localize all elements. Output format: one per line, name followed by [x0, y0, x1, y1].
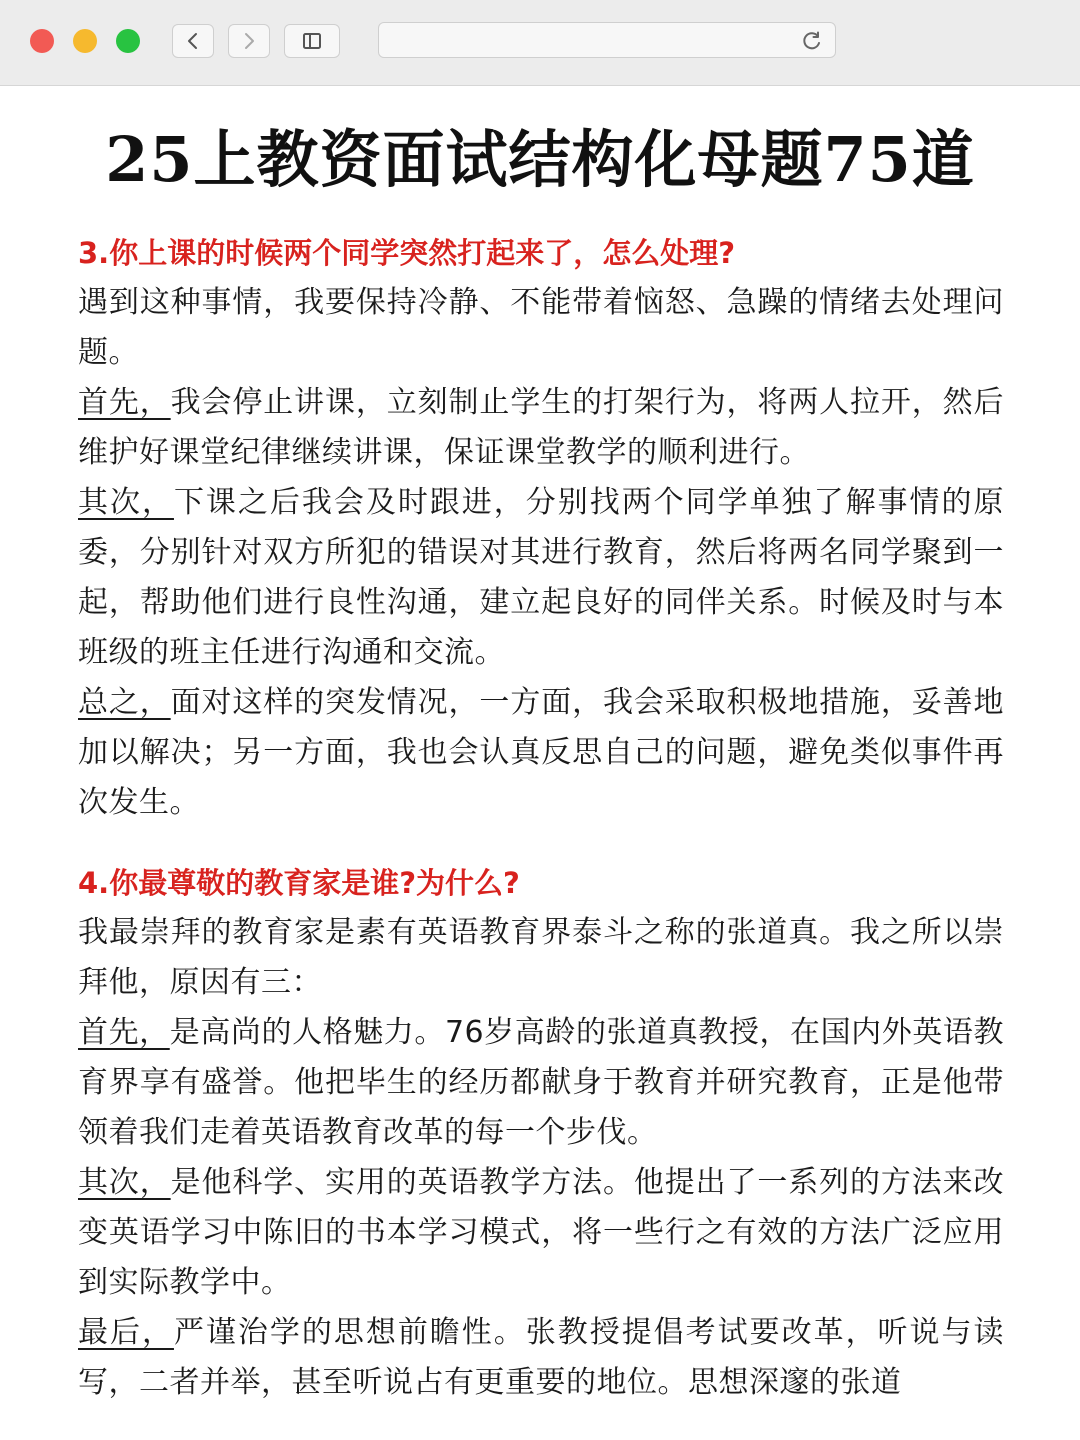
answer-point: [78, 678, 1004, 828]
browser-toolbar: [0, 0, 1080, 86]
close-window-button[interactable]: [30, 29, 54, 53]
point-lead: 总之，: [78, 685, 171, 720]
back-button[interactable]: [172, 24, 214, 58]
minimize-window-button[interactable]: [73, 29, 97, 53]
address-bar[interactable]: [378, 22, 836, 58]
point-text: 是高尚的人格魅力。76岁高龄的张道真教授，在国内外英语教育界享有盛誉。他把毕生的经历都献身于教育并研究教育，正是他带领着我们走着英语教育改革的每一个步伐。: [78, 1015, 1004, 1150]
sidebar-toggle-button[interactable]: [284, 24, 340, 58]
point-text: 严谨治学的思想前瞻性。张教授提倡考试要改革，听说与读写，二者并举，甚至听说占有更重要的地位。思想深邃的张道: [78, 1315, 1005, 1400]
article-content: [78, 228, 1004, 1408]
section-spacer: [78, 828, 1004, 858]
forward-button[interactable]: [228, 24, 270, 58]
point-text: 我会停止讲课，立刻制止学生的打架行为，将两人拉开，然后维护好课堂纪律继续讲课，保证课堂教学的顺利进行。: [78, 385, 1005, 470]
point-text: 是他科学、实用的英语教学方法。他提出了一系列的方法来改变英语学习中陈旧的书本学习模式，将一些行之有效的方法广泛应用到实际教学中。: [78, 1165, 1005, 1300]
answer-point: [78, 478, 1004, 678]
answer-point: [78, 1008, 1004, 1158]
point-lead: 首先，: [78, 385, 171, 420]
reload-icon[interactable]: [801, 30, 823, 52]
point-text: 下课之后我会及时跟进，分别找两个同学单独了解事情的原委，分别针对双方所犯的错误对其进行教育，然后将两名同学聚到一起，帮助他们进行良性沟通，建立起良好的同伴关系。时候及时与本班级的班主任进行沟通和交流。: [78, 485, 1005, 670]
point-lead: 其次，: [78, 485, 174, 520]
page-title: 25上教资面试结构化母题75道: [105, 123, 975, 196]
answer-point: [78, 378, 1004, 478]
chevron-right-icon: [242, 32, 256, 50]
point-lead: 首先，: [78, 1015, 170, 1050]
answer-point: [78, 1158, 1004, 1308]
answer-point: [78, 1308, 1004, 1408]
point-lead: 最后，: [78, 1315, 174, 1350]
question-section-4: [78, 858, 1004, 1408]
sidebar-icon: [302, 32, 322, 50]
point-text: 面对这样的突发情况，一方面，我会采取积极地措施，妥善地加以解决；另一方面，我也会认真反思自己的问题，避免类似事件再次发生。: [78, 685, 1005, 820]
answer-intro: 遇到这种事情，我要保持冷静、不能带着恼怒、急躁的情绪去处理问题。: [78, 285, 1004, 370]
point-lead: 其次，: [78, 1165, 171, 1200]
maximize-window-button[interactable]: [116, 29, 140, 53]
question-heading: 3.你上课的时候两个同学突然打起来了，怎么处理?: [78, 236, 736, 270]
chevron-left-icon: [186, 32, 200, 50]
answer-intro: 我最崇拜的教育家是素有英语教育界泰斗之称的张道真。我之所以崇拜他，原因有三：: [78, 915, 1004, 1000]
question-section-3: [78, 228, 1004, 828]
question-heading: 4.你最尊敬的教育家是谁?为什么?: [78, 866, 520, 900]
